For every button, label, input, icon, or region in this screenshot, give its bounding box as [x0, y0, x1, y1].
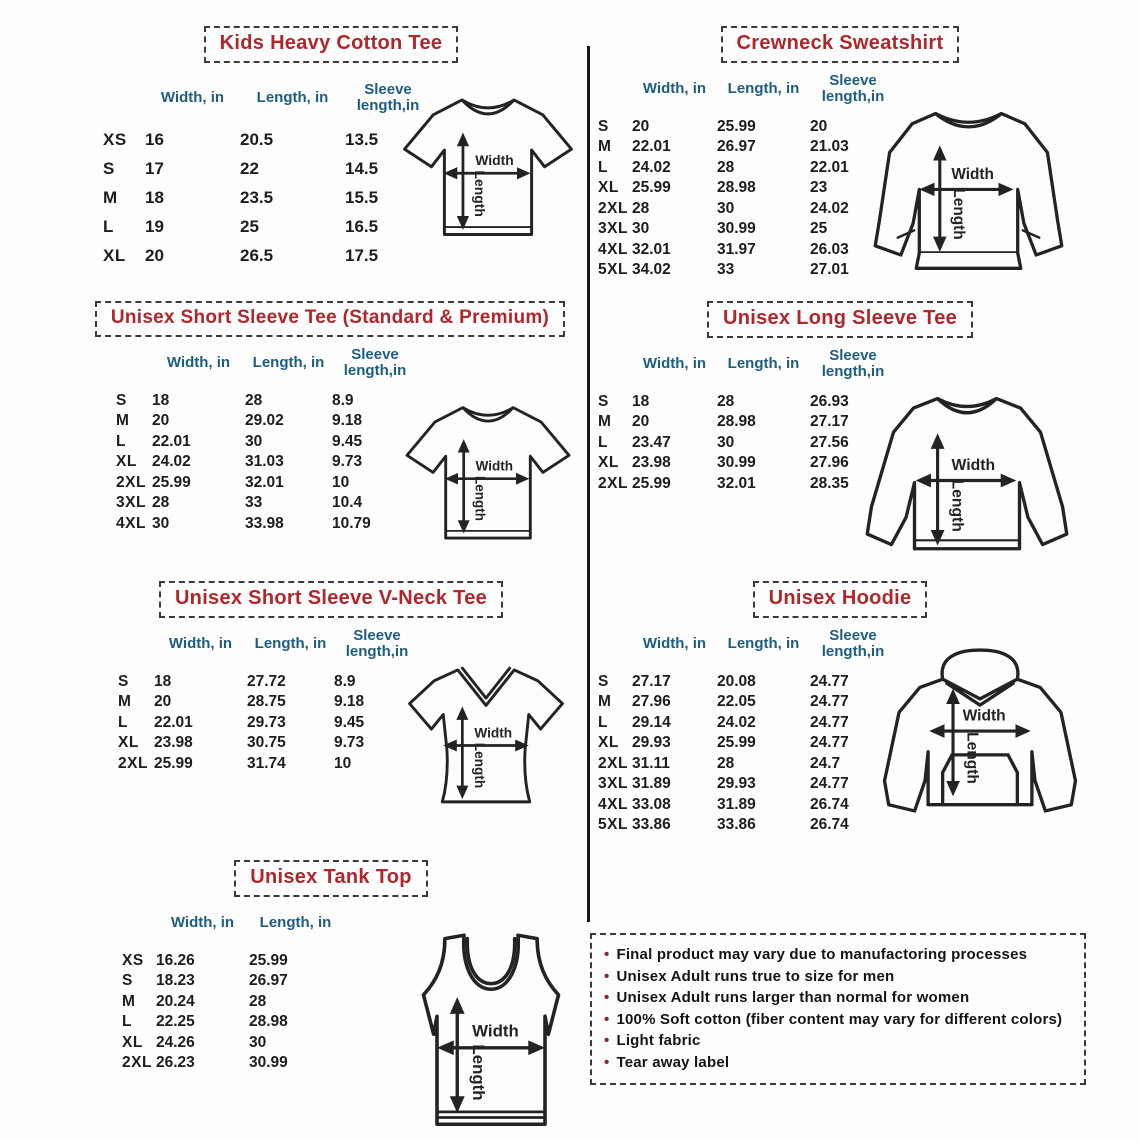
panel-unisex-hoodie [594, 581, 1086, 840]
width-value: 25.99 [632, 179, 671, 197]
sleeve-length-value: 24.77 [810, 734, 849, 752]
length-value: 30.99 [249, 1054, 288, 1072]
length-value: 30 [249, 1033, 267, 1051]
panel-unisex-tank-top [80, 860, 582, 1131]
length-value: 33 [717, 261, 735, 279]
length-value: 30.75 [247, 734, 286, 752]
sleeve-length-value: 9.18 [334, 693, 365, 711]
tank-title: Unisex Tank Top [250, 866, 412, 888]
sleeve-length-value: 10 [334, 754, 352, 772]
note-item: • Unisex Adult runs true to size for men [604, 966, 1072, 988]
length-value: 28 [717, 754, 735, 772]
bullet-icon: • [604, 1053, 610, 1071]
width-label: Width [951, 166, 994, 184]
column-header: Length, in [727, 80, 800, 98]
kids-tee-size-table [103, 79, 431, 270]
width-value: 16 [145, 129, 164, 149]
width-value: 29.14 [632, 713, 671, 731]
size-label: XL [116, 453, 137, 471]
width-value: 31.89 [632, 775, 671, 793]
width-value: 18 [152, 391, 170, 409]
kids-tee-title: Kids Heavy Cotton Tee [219, 32, 443, 54]
size-label: 2XL [116, 473, 146, 491]
size-label: M [116, 412, 130, 430]
std-tee-size-table [116, 346, 418, 534]
crewneck-illustration [866, 101, 1071, 286]
length-value: 32.01 [245, 473, 284, 491]
width-value: 17 [145, 158, 164, 178]
length-value: 33.98 [245, 514, 284, 532]
width-value: 19 [145, 216, 164, 236]
size-label: L [598, 433, 608, 451]
sleeve-length-value: 27.56 [810, 433, 849, 451]
width-value: 32.01 [632, 240, 671, 258]
width-value: 31.11 [632, 754, 670, 772]
width-value: 27.96 [632, 693, 671, 711]
sleeve-length-value: 24.77 [810, 775, 849, 793]
length-label: Length [963, 732, 981, 784]
length-value: 25.99 [717, 117, 756, 135]
sleeve-length-value: 24.77 [810, 672, 849, 690]
length-value: 30 [245, 432, 263, 450]
size-label: L [598, 713, 608, 731]
size-label: S [598, 392, 609, 410]
column-header: Sleeve length,in [821, 347, 885, 381]
length-value: 28 [717, 158, 735, 176]
length-value: 32.01 [717, 474, 756, 492]
column-header: Length, in [259, 914, 332, 932]
kids-tee-title-box [204, 26, 459, 63]
width-value: 29.93 [632, 734, 671, 752]
sleeve-length-value: 8.9 [334, 672, 356, 690]
width-value: 24.26 [156, 1033, 195, 1051]
sleeve-length-value: 20 [810, 117, 828, 135]
length-value: 20.08 [717, 672, 756, 690]
sleeve-length-value: 17.5 [345, 245, 379, 265]
table-corner [598, 634, 632, 672]
sleeve-length-value: 15.5 [345, 187, 379, 207]
length-value: 28 [249, 992, 267, 1010]
note-item: • Unisex Adult runs larger than normal for women [604, 987, 1072, 1009]
note-item: • Final product may vary due to manufactoring processes [604, 944, 1072, 966]
sleeve-length-value: 9.45 [334, 713, 365, 731]
sleeve-length-value: 26.74 [810, 795, 849, 813]
size-label: XS [103, 129, 127, 149]
length-value: 31.03 [245, 453, 284, 471]
sleeve-length-value: 22.01 [810, 158, 849, 176]
length-label: Length [472, 742, 488, 789]
width-value: 20 [632, 117, 650, 135]
long-sleeve-title-box [707, 301, 973, 338]
size-label: S [598, 672, 609, 690]
width-value: 25.99 [152, 473, 191, 491]
size-label: M [598, 413, 612, 431]
sleeve-length-value: 10.79 [332, 514, 371, 532]
sleeve-length-value: 27.96 [810, 454, 849, 472]
sleeve-length-value: 9.45 [332, 432, 363, 450]
length-value: 25 [240, 216, 259, 236]
notes-list [604, 944, 1072, 1073]
length-value: 30 [717, 433, 735, 451]
size-label: XS [122, 951, 144, 969]
width-value: 20.24 [156, 992, 195, 1010]
width-value: 33.08 [632, 795, 671, 813]
length-value: 28.98 [249, 1013, 288, 1031]
width-value: 18 [145, 187, 164, 207]
width-value: 33.86 [632, 816, 671, 834]
width-label: Width [475, 151, 514, 168]
sleeve-length-value: 21.03 [810, 138, 849, 156]
crewneck-title: Crewneck Sweatshirt [736, 32, 944, 54]
column-header: Length, in [254, 635, 327, 653]
width-value: 22.01 [632, 138, 671, 156]
length-value: 26.97 [717, 138, 756, 156]
sleeve-length-value: 24.77 [810, 693, 849, 711]
width-value: 23.47 [632, 433, 671, 451]
panel-unisex-vneck-tee [80, 581, 582, 822]
width-value: 28 [152, 494, 170, 512]
hoodie-title-box [753, 581, 928, 618]
sleeve-length-value: 25 [810, 220, 828, 238]
width-value: 20 [632, 413, 650, 431]
sleeve-length-value: 26.03 [810, 240, 849, 258]
size-label: 2XL [598, 199, 628, 217]
size-label: 4XL [598, 795, 628, 813]
table-corner [116, 353, 152, 391]
size-label: XL [598, 734, 619, 752]
tshirt-illustration [398, 395, 578, 557]
size-label: M [122, 992, 136, 1010]
panel-crewneck-sweatshirt [594, 26, 1086, 286]
table-corner [598, 79, 632, 117]
width-value: 16.26 [156, 951, 195, 969]
width-label: Width [951, 457, 996, 474]
column-header: Width, in [160, 88, 225, 106]
sleeve-length-value: 24.7 [810, 754, 841, 772]
column-header: Sleeve length,in [821, 627, 885, 661]
width-value: 23.98 [154, 734, 193, 752]
width-value: 18 [632, 392, 650, 410]
column-header: Sleeve length,in [821, 72, 885, 106]
length-value: 25.99 [717, 734, 756, 752]
width-value: 24.02 [152, 453, 191, 471]
note-item: • Light fabric [604, 1030, 1072, 1052]
hoodie-size-table [598, 627, 896, 836]
length-value: 25.99 [249, 951, 288, 969]
size-label: 3XL [598, 220, 628, 238]
width-value: 24.02 [632, 158, 671, 176]
length-value: 22.05 [717, 693, 756, 711]
tshirt-illustration [395, 87, 581, 254]
length-value: 27.72 [247, 672, 286, 690]
size-label: 3XL [598, 775, 628, 793]
length-value: 22 [240, 158, 259, 178]
table-corner [103, 79, 145, 125]
size-label: XL [118, 734, 139, 752]
width-value: 28 [632, 199, 650, 217]
size-label: M [118, 693, 132, 711]
tank-title-box [234, 860, 428, 897]
size-label: XL [598, 454, 619, 472]
width-value: 25.99 [632, 474, 671, 492]
length-value: 23.5 [240, 187, 274, 207]
sleeve-length-value: 24.02 [810, 199, 849, 217]
column-header: Width, in [642, 80, 707, 98]
width-value: 22.01 [154, 713, 193, 731]
crewneck-size-table [598, 72, 896, 281]
width-label: Width [474, 725, 513, 741]
length-value: 31.97 [717, 240, 756, 258]
panel-unisex-short-sleeve-tee [78, 301, 582, 557]
size-label: 2XL [598, 474, 628, 492]
size-label: 2XL [122, 1054, 152, 1072]
vneck-size-table [118, 627, 420, 774]
length-value: 28 [245, 391, 263, 409]
size-label: L [598, 158, 608, 176]
width-value: 30 [632, 220, 650, 238]
sleeve-length-value: 9.73 [334, 734, 365, 752]
size-label: 2XL [598, 754, 628, 772]
width-label: Width [962, 707, 1006, 725]
vneck-title: Unisex Short Sleeve V-Neck Tee [174, 587, 488, 609]
sleeve-length-value: 23 [810, 179, 828, 197]
bullet-icon: • [604, 989, 610, 1006]
length-value: 26.97 [249, 972, 288, 990]
note-item: • Tear away label [604, 1052, 1072, 1074]
note-item: • 100% Soft cotton (fiber content may vary for different colors) [604, 1009, 1072, 1031]
size-label: M [598, 138, 612, 156]
tank-top-illustration [410, 933, 572, 1131]
length-value: 28 [717, 392, 735, 410]
length-label: Length [469, 1044, 488, 1101]
column-header: Width, in [642, 635, 707, 653]
sleeve-length-value: 26.93 [810, 392, 849, 410]
width-value: 25.99 [154, 754, 193, 772]
size-label: 3XL [116, 494, 146, 512]
length-value: 33.86 [717, 816, 756, 834]
column-header: Width, in [642, 355, 707, 373]
table-corner [598, 354, 632, 392]
length-value: 26.5 [240, 245, 274, 265]
size-label: S [122, 972, 133, 990]
sleeve-length-value: 10.4 [332, 494, 363, 512]
length-value: 29.02 [245, 412, 284, 430]
width-value: 18.23 [156, 972, 195, 990]
column-divider [587, 46, 590, 922]
length-value: 28.98 [717, 413, 756, 431]
length-value: 28.98 [717, 179, 756, 197]
size-label: S [118, 672, 129, 690]
length-value: 29.93 [717, 775, 756, 793]
bullet-icon: • [604, 1032, 610, 1049]
size-label: XL [122, 1033, 143, 1051]
sleeve-length-value: 16.5 [345, 216, 379, 236]
width-value: 20 [152, 412, 170, 430]
width-label: Width [475, 458, 513, 474]
width-value: 18 [154, 672, 172, 690]
panel-unisex-long-sleeve-tee [594, 301, 1086, 575]
size-label: S [103, 158, 115, 178]
column-header: Length, in [256, 88, 329, 106]
long-sleeve-illustration [862, 386, 1072, 575]
panel-kids-heavy-cotton-tee [80, 26, 582, 270]
size-label: S [116, 391, 127, 409]
bullet-icon: • [604, 946, 610, 963]
width-value: 20 [145, 245, 164, 265]
length-value: 31.74 [247, 754, 286, 772]
long-sleeve-size-table [598, 347, 896, 494]
width-value: 30 [152, 514, 170, 532]
size-label: 2XL [118, 754, 148, 772]
length-value: 30.99 [717, 454, 756, 472]
sleeve-length-value: 13.5 [345, 129, 379, 149]
length-label: Length [948, 479, 966, 532]
sleeve-length-value: 28.35 [810, 474, 849, 492]
vneck-title-box [159, 581, 503, 618]
sleeve-length-value: 14.5 [345, 158, 379, 178]
sleeve-length-value: 27.17 [810, 413, 849, 431]
width-label: Width [472, 1021, 519, 1041]
size-label: XL [598, 179, 619, 197]
column-header: Width, in [166, 354, 231, 372]
column-header: Length, in [727, 635, 800, 653]
size-label: 5XL [598, 816, 628, 834]
size-label: M [103, 187, 118, 207]
sleeve-length-value: 26.74 [810, 816, 849, 834]
width-value: 23.98 [632, 454, 671, 472]
sleeve-length-value: 9.18 [332, 412, 363, 430]
size-label: M [598, 693, 612, 711]
long-sleeve-title: Unisex Long Sleeve Tee [722, 307, 958, 329]
length-label: Length [472, 170, 489, 217]
size-label: 5XL [598, 261, 628, 279]
size-label: 4XL [116, 514, 146, 532]
length-value: 31.89 [717, 795, 756, 813]
sleeve-length-value: 8.9 [332, 391, 354, 409]
column-header: Length, in [727, 355, 800, 373]
size-label: L [122, 1013, 132, 1031]
std-tee-title-box [95, 301, 565, 337]
notes-box [590, 933, 1086, 1085]
vneck-illustration [395, 658, 577, 822]
column-header: Sleeve length,in [343, 346, 407, 380]
width-value: 26.23 [156, 1054, 195, 1072]
sleeve-length-value: 27.01 [810, 261, 849, 279]
length-value: 33 [245, 494, 263, 512]
bullet-icon: • [604, 967, 610, 985]
crewneck-title-box [721, 26, 960, 63]
length-label: Length [950, 188, 968, 240]
size-label: S [598, 117, 609, 135]
sleeve-length-value: 9.73 [332, 453, 363, 471]
size-label: XL [103, 245, 126, 265]
hoodie-illustration [876, 648, 1084, 840]
length-value: 30 [717, 199, 735, 217]
length-value: 30.99 [717, 220, 756, 238]
column-header: Sleeve length,in [345, 627, 409, 661]
sleeve-length-value: 24.77 [810, 713, 849, 731]
column-header: Width, in [168, 635, 233, 653]
tank-size-table [122, 913, 342, 1074]
column-header: Width, in [170, 914, 235, 932]
std-tee-title: Unisex Short Sleeve Tee (Standard & Premium) [110, 307, 550, 328]
sleeve-length-value: 10 [332, 473, 350, 491]
length-value: 20.5 [240, 129, 274, 149]
width-value: 20 [154, 693, 172, 711]
width-value: 27.17 [632, 672, 671, 690]
column-header: Length, in [252, 354, 325, 372]
length-value: 28.75 [247, 693, 286, 711]
size-label: L [118, 713, 128, 731]
size-label: L [116, 432, 126, 450]
size-label: 4XL [598, 240, 628, 258]
table-corner [118, 634, 154, 672]
column-header: Sleeve length,in [356, 80, 420, 114]
length-value: 24.02 [717, 713, 756, 731]
table-corner [122, 913, 156, 951]
bullet-icon: • [604, 1010, 610, 1028]
width-value: 34.02 [632, 261, 671, 279]
length-label: Length [472, 476, 488, 521]
length-value: 29.73 [247, 713, 286, 731]
width-value: 22.25 [156, 1013, 195, 1031]
size-label: L [103, 216, 114, 236]
hoodie-title: Unisex Hoodie [768, 587, 912, 609]
width-value: 22.01 [152, 432, 191, 450]
